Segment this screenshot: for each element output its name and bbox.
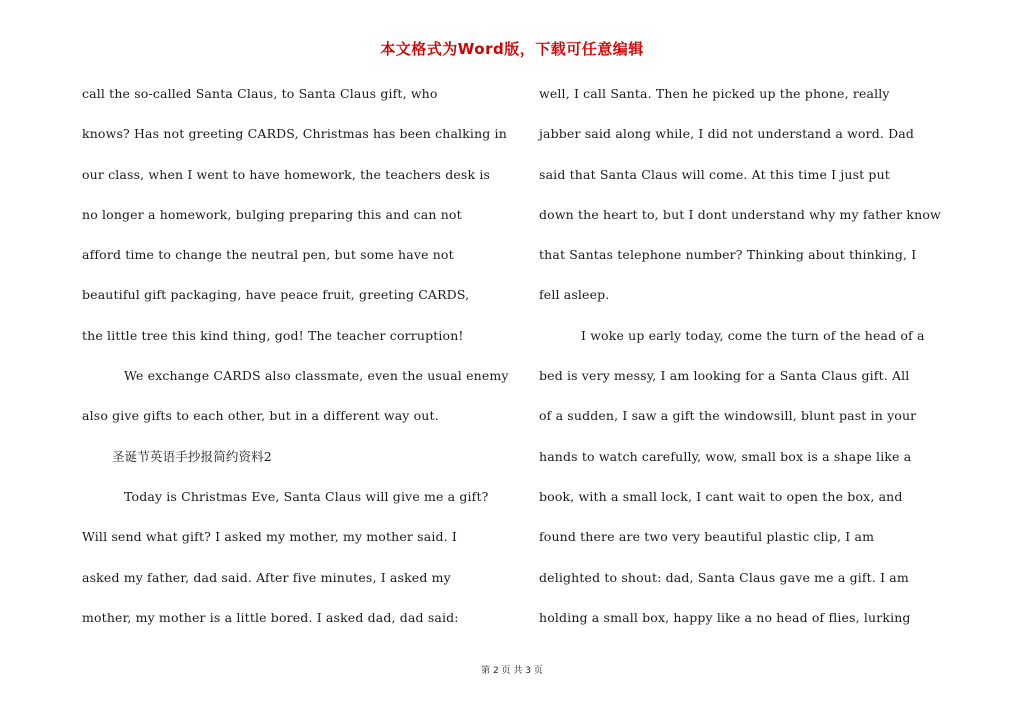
text-line: afford time to change the neutral pen, but some have not xyxy=(82,247,454,263)
section-heading: 圣诞节英语手抄报简约资料2 xyxy=(112,448,272,464)
right-text-column xyxy=(539,80,959,644)
word-format-banner: 本文格式为Word版，下载可任意编辑 xyxy=(380,40,644,58)
text-line: found there are two very beautiful plastic clip, I am xyxy=(539,529,875,545)
text-line: that Santas telephone number? Thinking about thinking, I xyxy=(539,247,917,263)
text-line: said that Santa Claus will come. At this time I just put xyxy=(539,166,890,182)
text-line: Today is Christmas Eve, Santa Claus will give me a gift? xyxy=(124,488,489,504)
text-line: hands to watch carefully, wow, small box is a shape like a xyxy=(539,448,912,464)
text-line: bed is very messy, I am looking for a Santa Claus gift. All xyxy=(539,368,910,384)
text-line: down the heart to, but I dont understand why my father know xyxy=(539,206,941,222)
text-line: also give gifts to each other, but in a different way out. xyxy=(82,408,439,424)
text-line: delighted to shout: dad, Santa Claus gave me a gift. I am xyxy=(539,569,909,585)
text-line: Will send what gift? I asked my mother, my mother said. I xyxy=(82,529,457,545)
text-line: knows? Has not greeting CARDS, Christmas has been chalking in xyxy=(82,126,507,142)
text-line: jabber said along while, I did not understand a word. Dad xyxy=(539,126,915,142)
text-line: mother, my mother is a little bored. I asked dad, dad said: xyxy=(82,609,459,625)
text-line: fell asleep. xyxy=(539,287,610,303)
text-line: well, I call Santa. Then he picked up the phone, really xyxy=(539,86,890,101)
left-text-column xyxy=(82,80,522,644)
text-line: no longer a homework, bulging preparing this and can not xyxy=(82,206,462,222)
text-line: our class, when I went to have homework, the teachers desk is xyxy=(82,166,491,182)
text-line: I woke up early today, come the turn of the head of a xyxy=(581,327,925,343)
page-number-footer: 第 2 页 共 3 页 xyxy=(481,666,543,676)
text-line: call the so-called Santa Claus, to Santa Claus gift, who xyxy=(82,86,438,101)
text-line: the little tree this kind thing, god! The teacher corruption! xyxy=(82,327,464,343)
text-line: book, with a small lock, I cant wait to open the box, and xyxy=(539,488,903,504)
text-line: asked my father, dad said. After five minutes, I asked my xyxy=(82,569,451,585)
text-line: holding a small box, happy like a no head of flies, lurking xyxy=(539,609,911,625)
text-line: beautiful gift packaging, have peace fruit, greeting CARDS, xyxy=(82,287,470,303)
text-line: of a sudden, I saw a gift the windowsill, blunt past in your xyxy=(539,408,917,424)
text-line: We exchange CARDS also classmate, even the usual enemy xyxy=(124,368,509,384)
